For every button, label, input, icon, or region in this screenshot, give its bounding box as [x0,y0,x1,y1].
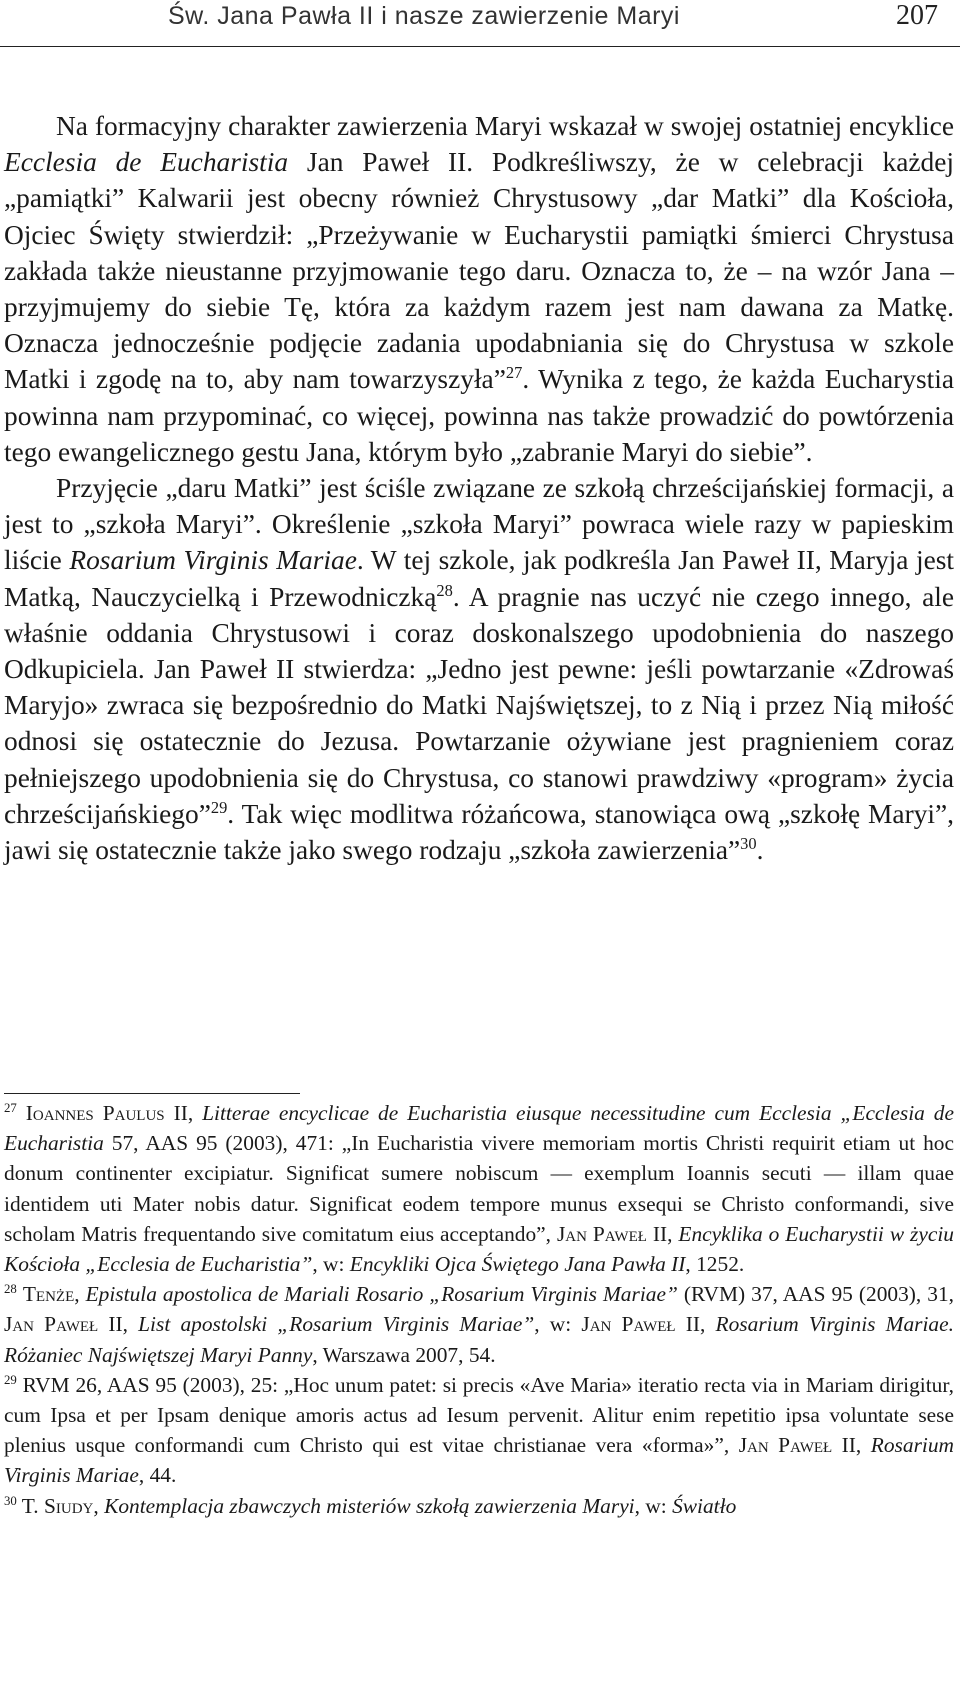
italic-title: Ecclesia de Eucharistia [4,147,289,178]
text-run: , 1252. [685,1252,745,1277]
text-run: . Wynika z tego, że każda Eucharystia powinna nam przypominać, co więcej, powinna nas także prowadzić do powtórzenia tego ewangelicznego gestu Jana, którym było „zabranie Maryi do siebie”. [4,364,954,467]
italic-title: Encyklika o Eucharystii w życiu Kościoła „Ecclesia de Eucharistia” [4,1221,954,1277]
italic-title: List apostolski „Rosarium Virginis Mariae” [138,1312,535,1337]
text-run: II, [164,1101,203,1125]
text-run: RVM 26, AAS 95 (2003), 25: „Hoc unum patet: si precis «Ave Maria» iteratio recta via in Mariam dirigitur, cum Ipsa et per Ipsam denique amoris actus ad Iesum pervenit. Alitur enim repetitio ipsa voluntate sese plenius usque conformandi cum Christo qui est vitae christianae vera «forma»”, [4,1372,954,1458]
footnote-ref-29: 29 [210,797,228,817]
text-run: Jan Paweł II. Podkreśliwszy, że w celebracji każdej „pamiątki” Kalwarii jest obecny również Chrystusowy „dar Matki” dla Kościoła, Ojciec Święty stwierdził: „Przeżywanie w Eucharystii pamiątki śmierci Chrystusa zakłada także nieustanne przyjmowanie tego daru. Oznacza to, że – na wzór Jana – przyjmujemy do siebie Tę, która za każdym razem jest nam dawana za Matkę. Oznacza jednocześnie podjęcie zadania upodabniania się do Chrystusa w szkole Matki i zgodę na to, aby nam towarzyszyła” [4,147,954,395]
footnote-29 [4,1370,954,1491]
text-run: 57, AAS 95 (2003), 471: „In Eucharistia vivere memoriam mortis Christi requirit etiam ut hoc donum continenter excipiatur. Significat sumere nobiscum — exemplum Ioannis secuti — illam quae identidem uti Mater nobis datur. Significat eodem tempore munus exsequi se Christo conformandi, sive scholam Matris frequentando sive comitatum eius acceptando”, [4,1131,954,1246]
text-run: , w: [634,1493,673,1518]
text-run: , w: [534,1312,582,1337]
paragraph-2 [4,470,954,868]
footnotes [4,1098,954,1521]
author-name: Jan Paweł [4,1312,99,1337]
text-run: . A pragnie nas uczyć nie czego innego, ale właśnie oddania Chrystusowi i coraz doskonalszego upodobnienia do naszego Odkupiciela. Jan Paweł II stwierdza: „Jedno jest pewne: jeśli powtarzanie «Zdrowaś Maryjo» zwraca się bezpośrednio do Matki Najświętszej, to z Nią i przez Nią miłość odnosi się ostatecznie do Jezusa. Powtarzanie ożywiane jest pragnieniem coraz pełniejszego upodobnienia się do Chrystusa, co stanowi prawdziwy «program» życia chrześcijańskiego” [4,581,954,829]
footnote-number: 30 [4,1493,17,1508]
footnote-number: 27 [4,1100,17,1115]
text-run: . [756,835,764,866]
italic-title: Encykliki Ojca Świętego Jana Pawła II [349,1252,686,1277]
author-name: Jan Paweł [738,1433,833,1458]
text-run: , 44. [138,1463,177,1488]
text-run: , [74,1282,86,1307]
text-run: , Warszawa 2007, 54. [312,1342,496,1367]
text-run: II, [832,1433,871,1458]
italic-title: Litterae encyclicae de Eucharistia eiusque necessitudine cum Ecclesia „Ecclesia de Eucharistia [4,1101,954,1156]
footnote-ref-30: 30 [740,833,757,853]
text-run: II, [646,1221,679,1246]
paragraph-1 [4,108,954,470]
text-run: Przyjęcie „daru Matki” jest ściśle związane ze szkołą chrześcijańskiej formacji, a jest to „szkoła Maryi”. Określenie „szkoła Maryi” powraca wiele razy w papieskim liście [4,473,954,576]
footnote-27 [4,1098,954,1279]
running-header [0,0,960,47]
footnote-separator [4,1093,300,1094]
text-run: , [93,1493,105,1518]
text-run: T. [16,1493,44,1518]
running-title: Św. Jana Pawła II i nasze zawierzenie Maryi [168,2,680,30]
italic-title: Epistula apostolica de Mariali Rosario „Rosarium Virginis Mariae” [85,1282,678,1307]
text-run: , w: [312,1252,350,1277]
footnote-ref-27: 27 [505,363,523,383]
footnote-number: 28 [4,1282,17,1297]
text-run: . Tak więc modlitwa różańcowa, stanowiąca ową „szkołę Maryi”, jawi się ostatecznie także jako swego rodzaju „szkoła zawierzenia” [4,798,954,866]
page-number: 207 [896,0,938,31]
text-run: II, [98,1312,139,1337]
author-name: Jan Paweł [556,1221,647,1246]
author-name: Tenże [22,1282,75,1307]
footnote-30 [4,1491,954,1521]
italic-title: Rosarium Virginis Mariae [4,1433,954,1488]
author-name: Jan Paweł [581,1312,676,1337]
text-run: II, [675,1312,716,1337]
body-text [4,108,954,868]
text-run: Na formacyjny charakter zawierzenia Maryi wskazał w swojej ostatniej encyklice [56,111,954,141]
text-run: . W tej szkole, jak podkreśla Jan Paweł II, Maryja jest Matką, Nauczycielką i Przewodniczką [4,545,954,612]
text-run: (RVM) 37, AAS 95 (2003), 31, [677,1282,954,1307]
footnote-28 [4,1279,954,1370]
italic-title: Kontemplacja zbawczych misteriów szkołą zawierzenia Maryi [104,1493,635,1518]
footnote-ref-28: 28 [436,580,453,600]
italic-title: Światło [672,1493,737,1518]
italic-title: Rosarium Virginis Mariae. Różaniec Najświętszej Maryi Panny [4,1312,954,1367]
italic-title: Rosarium Virginis Mariae [69,545,357,576]
author-name: Ioannes Paulus [25,1101,165,1125]
author-name: Siudy [43,1493,94,1518]
footnote-number: 29 [4,1372,17,1387]
